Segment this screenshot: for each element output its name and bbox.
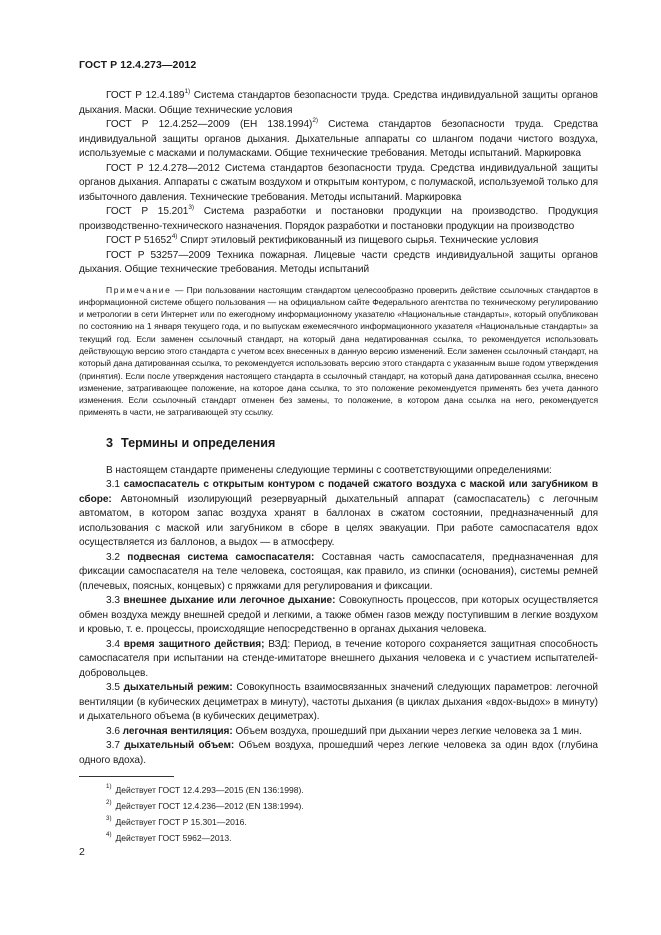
footnote-item: $^{4)}$ Действует ГОСТ 5962—2013.	[106, 831, 232, 843]
term-definition: 3.1 самоспасатель с открытым контуром с подачей сжатого воздуха с маской или загубником в сборе: Автономный изолирующий резервуарный дыхательный аппарат (самоспасатель) с легочным автоматом, в котором запас воздуха хранят в баллонах в сжатом состоянии, предназначенный для использования с маской или загубником в сборе в целях эвакуации. При работе самоспасателя вдох осуществляется из баллонов, а выдох — в атмосферу.	[79, 479, 598, 549]
footnote-divider	[79, 776, 174, 777]
footnotes	[79, 776, 598, 846]
footnote-item: $^{3)}$ Действует ГОСТ Р 15.301—2016.	[106, 815, 247, 827]
document-header: ГОСТ Р 12.4.273—2012	[79, 59, 197, 71]
reference-item: ГОСТ Р 51652$^{4)}$ Спирт этиловый ректификованный из пищевого сырья. Технические условия	[106, 232, 539, 246]
footnote-item: $^{2)}$ Действует ГОСТ 12.4.236—2012 (EN 138:1994).	[106, 799, 304, 811]
term-definition: 3.3 внешнее дыхание или легочное дыхание: Совокупность процессов, при которых осуществляется обмен воздуха между внешней средой и легкими, а также обмен газов между поступившим в легкие воздухом и кровью, т. е. процессы, происходящие непосредственно в органах дыхания человека.	[79, 595, 598, 636]
footnote-item: $^{1)}$ Действует ГОСТ 12.4.293—2015 (EN 136:1998).	[106, 783, 304, 795]
page-number: 2	[79, 846, 85, 858]
reference-item: ГОСТ Р 12.4.252—2009 (ЕН 138.1994)$^{2)}$ Система стандартов безопасности труда. Средства индивидуальной защиты органов дыхания. Дыхательные аппараты со шлангом подачи чистого воздуха, используемые с масками и полумасками. Общие технические требования. Методы испытаний. Маркировка	[79, 116, 598, 159]
reference-item: ГОСТ Р 12.4.189$^{1)}$ Система стандартов безопасности труда. Средства индивидуальной защиты органов дыхания. Маски. Общие технические условия	[79, 87, 598, 116]
section-intro: В настоящем стандарте применены следующие термины с соответствующими определениями:	[106, 464, 552, 476]
note-paragraph	[79, 284, 598, 419]
note-label: Примечание	[106, 284, 172, 295]
term-definition: 3.7 дыхательный объем: Объем воздуха, прошедший через легкие человека за один вдох (глубина одного вдоха).	[79, 740, 598, 766]
term-definition: 3.4 время защитного действия; ВЗД: Период, в течение которого сохраняется защитная способность самоспасателя при испытании на стенде-имитаторе внешнего дыхания человека и с участием испытателей-добровольцев.	[79, 638, 598, 679]
reference-item: ГОСТ Р 15.201$^{3)}$ Система разработки и постановки продукции на производство. Продукция производственно-технического назначения. Порядок разработки и постановки продукции на производство	[79, 203, 598, 232]
term-definition: 3.6 легочная вентиляция: Объем воздуха, прошедший при дыхании через легкие человека за 1 мин.	[106, 725, 582, 737]
term-definition: 3.2 подвесная система самоспасателя: Составная часть самоспасателя, предназначенная для фиксации самоспасателя на теле человека, состоящая, как правило, из спинки (основания), системы ремней (плечевых, поясных, концевых) с пряжками для регулирования и фиксации.	[79, 551, 598, 592]
term-definition: 3.5 дыхательный режим: Совокупность взаимосвязанных значений следующих параметров: легочной вентиляции (в кубических дециметрах в минуту), частоты дыхания (в циклах дыхания «вдох-выдох» в минуту) и дыхательного объема (в кубических дециметрах).	[79, 682, 599, 723]
reference-item: ГОСТ Р 53257—2009 Техника пожарная. Лицевые части средств индивидуальной защиты органов дыхания. Общие технические требования. Методы испытаний	[79, 249, 598, 275]
page-content	[79, 89, 598, 768]
note-text: — При пользовании настоящим стандартом целесообразно проверить действие ссылочных стандартов в информационной системе общего пользования — на официальном сайте Федерального агентства по техническому регулированию и метрологии в сети Интернет или по ежегодному информационному указателю «Национальные стандарты», который опубликован по состоянию на 1 января текущего года, и по выпускам ежемесячного информационного указателя «Национальные стандарты» за текущий год. Если заменен ссылочный стандарт, на который дана недатированная ссылка, то рекомендуется использовать действующую версию этого стандарта с учетом всех внесенных в данную версию изменений. Если заменен ссылочный стандарт, на который дана датированная ссылка, то рекомендуется использовать версию этого стандарта с указанным выше годом утверждения (принятия). Если после утверждения настоящего стандарта в ссылочный стандарт, на который дана датированная ссылка, внесено изменение, затрагивающее положение, на которое дана ссылка, то это положение рекомендуется применять без учета данного изменения. Если ссылочный стандарт отменен без замены, то положение, в котором дана ссылка на него, рекомендуется применять в части, не затрагивающей эту ссылку.	[79, 284, 598, 418]
section-heading: 3 Термины и определения	[106, 435, 276, 450]
reference-item: ГОСТ Р 12.4.278—2012 Система стандартов безопасности труда. Средства индивидуальной защиты органов дыхания. Аппараты с сжатым воздухом и открытым контуром, с полумаской, используемой только для избыточного давления. Технические требования. Методы испытаний. Маркировка	[79, 162, 598, 203]
